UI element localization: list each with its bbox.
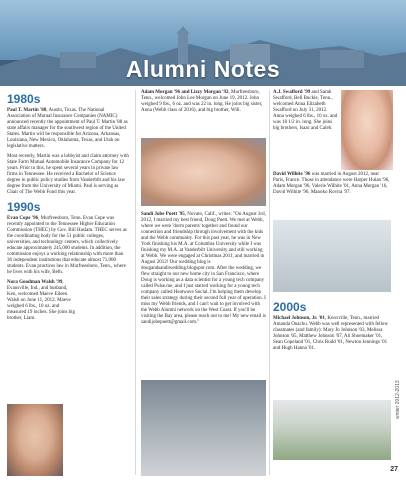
note-martin <box>7 108 129 150</box>
column-right-middle <box>273 172 391 200</box>
column-left <box>7 90 129 326</box>
note-text: was married in August 2012, near Paris, France. Those in attendance were Harper Hulan '96, Adam Morgan '96, Valerie Wilhite '01, Anna Morgan '16, David Wilhite '96, Manoko Rovira '97. <box>273 172 390 195</box>
note-name: Adam Morgan '96 and Lizzy Morgan '92 <box>141 90 229 95</box>
note-text: , Knoxville, Tenn., married Amanda Onachu. Webb was well represented with fellow classmates (and family): Mary Jo Johnson '03, Melissa Johnson '05, Matthew Johnson '07, Ali Shoemaker '01, Sean Copeland '01, Chris Rudd '01, Newton Jennings '01 and Hugh Hanna '01. <box>273 316 389 351</box>
note-swafford <box>273 90 339 132</box>
column-divider <box>135 90 136 475</box>
note-name: A.J. Swafford '99 <box>273 90 311 95</box>
note-morgan <box>141 90 266 114</box>
column-right-lower <box>273 298 391 356</box>
note-puett <box>141 212 266 326</box>
wedding-photo-puett <box>141 380 266 476</box>
page-number: 27 <box>390 466 398 473</box>
note-text: , Murfreesboro, Tenn. Evan Cope was recently appointed to the Tennessee Higher Education Commission (THEC) by Gov. Bill Haslam. THEC serves as the coordinating body for the 51 public colleges, universities, and technology centers, which collectively educate approximately 245,000 students. In addition, the commission enjoys a working relationship with more than 36 independent institutions that educate almost 71,000 students. Evan practices law in Murfreesboro, Tenn., where he lives with his wife, Beth. <box>7 216 127 275</box>
note-text: , Murfreesboro, Tenn., welcomed John Lee Morgan on June 19, 2012. John weighed 9 lbs., 6 oz. and was 22 in. long. He joins big sister, Anna (Webb class of 2016), and big brother, Will. <box>141 90 263 113</box>
page-title: Alumni Notes <box>125 56 281 82</box>
note-name: David Wilhite '96 <box>273 172 311 177</box>
header-banner <box>0 0 406 86</box>
note-name: Evan Cope '96 <box>7 216 39 221</box>
note-walsh <box>7 280 77 322</box>
note-wilhite <box>273 172 391 196</box>
section-heading-1990s: 1990s <box>7 200 41 214</box>
column-middle-lower <box>141 212 266 330</box>
column-divider <box>269 90 270 475</box>
section-heading-2000s: 2000s <box>273 300 307 314</box>
note-text: and Sarah Swafford, Bell Buckle, Tenn., welcomed Anna Elizabeth Swafford on July 31, 2012. Anna weighed 6 lbs., 10 oz. and was 18 1/2 in. long. She joins big brothers, Isaac and Caleb. <box>273 90 338 131</box>
wedding-group-photo-wilhite <box>273 220 391 292</box>
note-cope <box>7 216 129 276</box>
note-text: , Austin, Texas. The National Association of Mutual Insurance Companies (NAMIC) announced recently the appointment of Paul T. Martin '88 as state affairs manager for the southwest region of the United States. Martin will be responsible for Arizona, Arkansas, Louisiana, New Mexico, Oklahoma, Texas, and Utah on legislative matters. <box>7 108 128 149</box>
note-johnson <box>273 316 391 352</box>
note-name: Paul T. Martin '88 <box>7 108 47 113</box>
baby-photo-morgan <box>141 138 266 206</box>
column-middle <box>141 90 266 118</box>
note-martin-continued: Most recently, Martin was a lobbyist and claim attorney with State Farm Mutual Automobile Insurance Company for 12 years. Prior to this, he spent several years in private law firms in Tennessee. He received a Bachelor of Science degree in public policy studies from Vanderbilt and his law degree from the University of Miami. Paul is serving as Chair of The Webb Fund this year. <box>7 154 129 195</box>
note-name: Nora Goodman Walsh '99 <box>7 280 63 285</box>
issue-footer: winter 2012-2013 <box>395 380 401 420</box>
note-text: , Novato, Calif., writes: "On August 3rd, 2012, I married my best friend, Doug Puett. We met at Webb, where we were 'dorm parents' together and found our connection and friendship through involvement with the kids and the Webb community. For this past year, he was in New York finishing his M.A. at Columbia University while I was finishing my M.A. at Vanderbilt University and still working at Webb. We were engaged at Christmas 2011, and married in August 2012! Our wedding blog is dougandsandiwedding.blogspot.com. After the wedding, we flew straight to our new home city in San Francisco, where Doug is working as a data scientist for a young tech company called Pulse.me, and I just started working for a young tech company called Heatwave Social. I'm helping them develop their sales strategy during their second full year of operation. I miss my Webb friends, and I can't wait to get involved with the Webb Alumni network on the West Coast. If you'll be visiting the Bay area, please reach out to me! My new email is sandijobepuett@gmail.com." <box>141 212 266 325</box>
note-text: , Evansville, Ind., and husband, Ken, welcomed Maeve Eileen Walsh on June 11, 2012. Maeve weighed 6 lbs., 10 oz. and measured 19 inches. She joins big brother, Liam. <box>7 280 76 321</box>
note-name: Michael Johnson, Jr. '01 <box>273 316 325 321</box>
section-heading-1980s: 1980s <box>7 92 41 106</box>
baby-photo-walsh <box>7 404 63 476</box>
note-name: Sandi Jobe Puett '95 <box>141 212 185 217</box>
baby-photo-swafford <box>341 90 393 170</box>
wedding-party-photo-johnson <box>273 400 391 460</box>
